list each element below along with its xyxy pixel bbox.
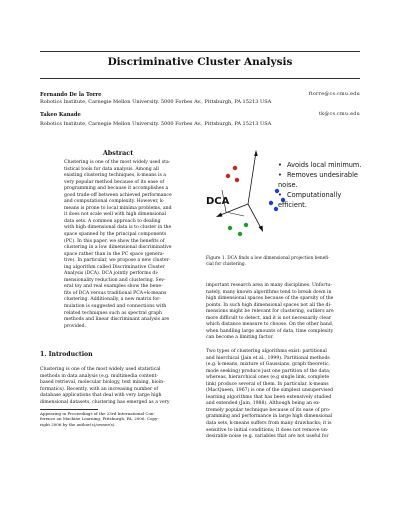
paragraph-line: sensitive to initial conditions; it does not remove un- — [206, 427, 329, 433]
paragraph-line: gramming and performance in large high dimensional — [206, 414, 333, 420]
abstract-line: fits of DCA versus traditional PCA+k-means — [64, 290, 167, 296]
bullet-item: • Computationally efficient. — [278, 190, 364, 210]
introduction-body — [40, 367, 192, 406]
paragraph-line: which distance measure to choose. On the other hand, — [206, 322, 334, 328]
abstract-line: and computational complexity. However, k- — [64, 199, 165, 205]
paragraph-line: when handling large amounts of data, time complexity — [206, 328, 334, 334]
abstract-line: related techniques such as spectral graph — [64, 310, 162, 316]
abstract-line: very popular method because of its ease of — [64, 179, 165, 185]
bullet-item: • Avoids local minimum. — [278, 160, 364, 170]
author-name-2: Takeo Kanade — [40, 112, 81, 118]
paragraph-line: nately, many known algorithms tend to break down in — [206, 289, 332, 295]
paragraph-line: and extended (Jain, 1988). Although being an ex- — [206, 401, 321, 407]
figure-1-bullets — [278, 160, 364, 210]
abstract-line: space rather than in the PC space (genera- — [64, 251, 165, 257]
paragraph-line: Two types of clustering algorithms exist: partitional — [206, 349, 327, 354]
author-affiliation-2: Robotics Institute, Carnegie Mellon University. 5000 Forbes Av., Pittsburgh, PA 15213 USA — [40, 121, 272, 127]
paragraph-line: learning algorithms that has been extensively studied — [206, 394, 332, 400]
title-rule-top — [40, 51, 360, 52]
abstract-line: (PC). In this paper, we show the benefits of — [64, 238, 165, 244]
abstract-line: with high dimensional data is to cluster in the — [64, 225, 172, 231]
paragraph-line: (MacQueen, 1967) is one of the simplest unsupervised — [206, 388, 334, 394]
green-cluster-point — [238, 232, 242, 236]
blue-cluster-point — [269, 201, 273, 205]
right-column-paragraph-2 — [206, 349, 360, 441]
abstract-line: tive). In particular, we propose a new cluster- — [64, 258, 171, 264]
axis-line — [248, 204, 262, 230]
abstract-line: provided. — [64, 323, 87, 329]
green-cluster-point — [244, 223, 248, 227]
introduction-line: based retrieval, molecular biology, text mining, bioin- — [40, 380, 165, 386]
paragraph-line: and hierchical (Jain et al., 1999). Partitional methods — [206, 355, 330, 361]
introduction-heading: 1. Introduction — [40, 351, 93, 358]
abstract-heading: Abstract — [102, 149, 134, 157]
bullet-item: • Removes undesirable noise. — [278, 170, 364, 190]
paragraph-line: whereas, hierarchical ones (e.g single link, complete — [206, 375, 330, 381]
axis-arrow-down-icon — [259, 226, 264, 233]
abstract-line: ing algorithm called Discriminative Cluster — [64, 264, 165, 270]
paragraph-line: (e.g. k-means, mixture of Gaussians, graph theoretic, — [206, 362, 330, 368]
abstract-line: clustering. Additionally, a new matrix for- — [64, 297, 161, 303]
right-column-paragraph-1 — [206, 283, 360, 342]
abstract-line: space spanned by the principal components — [64, 232, 167, 238]
abstract-line: tistical tools for data analysis. Among all — [64, 166, 159, 172]
abstract-line: programming and because it accomplishes a — [64, 186, 169, 192]
dca-label: DCA — [206, 196, 230, 207]
abstract-body — [64, 160, 172, 330]
abstract-line: Analysis (DCA). DCA jointly performs di- — [64, 271, 159, 277]
paragraph-line: data sets, k-means suffers from many drawbacks; it is — [206, 421, 332, 427]
green-cluster-point — [228, 226, 232, 230]
footnote-line: ference on Machine Learning, Pittsburgh, PA, 2006. Copy- — [40, 416, 159, 422]
figure-1-caption — [206, 256, 360, 268]
abstract-line: clustering in a low dimensional discriminative — [64, 245, 172, 251]
abstract-line: eral toy and real examples show the bene- — [64, 284, 163, 290]
abstract-line: it does not scale well with high dimensional — [64, 212, 167, 218]
footnote — [40, 411, 192, 427]
paragraph-line: mensions might be relevant for clustering, outliers are — [206, 309, 334, 315]
introduction-line: database applications that deal with very large high — [40, 393, 162, 399]
paragraph-line: high dimensional spaces because of the sparsity of the — [206, 296, 334, 302]
abstract-line: good trade-off between achieved performance — [64, 192, 172, 198]
paragraph-line: more difficult to detect, and it is not necessarily clear — [206, 315, 332, 321]
red-cluster-point — [235, 178, 239, 182]
author-name-1: Fernando De la Torre — [40, 92, 102, 98]
introduction-line: Clustering is one of the most widely used statistical — [40, 367, 161, 372]
abstract-line: existing clustering techniques, k-means is a — [64, 173, 167, 179]
footnote-rule — [40, 409, 98, 410]
author-affiliation-1: Robotics Institute, Carnegie Mellon University. 5000 Forbes Av., Pittsburgh, PA 15213 USA — [40, 99, 272, 105]
figure-1 — [204, 146, 364, 246]
paragraph-line: desirable noise (e.g. variables that are not useful for — [206, 434, 329, 440]
abstract-line: data sets. A common approach to dealing — [64, 218, 161, 224]
abstract-line: methods and linear discriminant analysis are — [64, 317, 170, 323]
paragraph-line: points. In such high dimensional spaces not all the di- — [206, 302, 332, 308]
abstract-line: Clustering is one of the most widely used sta- — [64, 160, 171, 165]
paragraph-line: mode seeking) produce just one partition of the data; — [206, 368, 331, 374]
axis-arrow-up-icon — [254, 150, 258, 156]
footnote-line: Appearing in Proceedings of the 23rd International Con- — [40, 411, 155, 416]
introduction-line: dimensional datasets, clustering has emerged as a very — [40, 399, 170, 405]
red-cluster-point — [233, 166, 237, 170]
projection-line — [226, 212, 244, 216]
introduction-line: formatics). Recently, with an increasing number of — [40, 386, 159, 392]
abstract-line: means is prone to local minima problems, and — [64, 205, 172, 211]
author-email-1: ftorre@cs.cmu.edu — [308, 92, 360, 97]
author-email-2: tk@cs.cmu.edu — [318, 112, 360, 117]
abstract-line: mensionality reduction and clustering. Sev- — [64, 277, 166, 283]
title-rule-bottom — [40, 78, 360, 79]
red-cluster-point — [226, 174, 230, 178]
paragraph-line: can become a limiting factor. — [206, 335, 274, 341]
abstract-line: mulation is suggested and connections with — [64, 304, 167, 310]
paper-title: Discriminative Cluster Analysis — [107, 56, 293, 68]
paragraph-line: link) produce several of them. In particular, k-means — [206, 381, 329, 387]
paragraph-line: important research area in many disciplines. Unfortu- — [206, 283, 332, 288]
axis-line — [248, 152, 256, 204]
caption-line: cial for clustering. — [206, 261, 247, 267]
caption-line: Figure 1. DCA finds a low dimensional projection benefi- — [206, 256, 330, 261]
paragraph-line: tremely popular technique because of its ease of pro- — [206, 407, 331, 413]
introduction-line: methods in data analysis (e.g. multimedia content- — [40, 373, 158, 379]
footnote-line: right 2006 by the author(s)/owner(s). — [40, 421, 116, 427]
axis-arrow-left-icon — [216, 213, 223, 218]
